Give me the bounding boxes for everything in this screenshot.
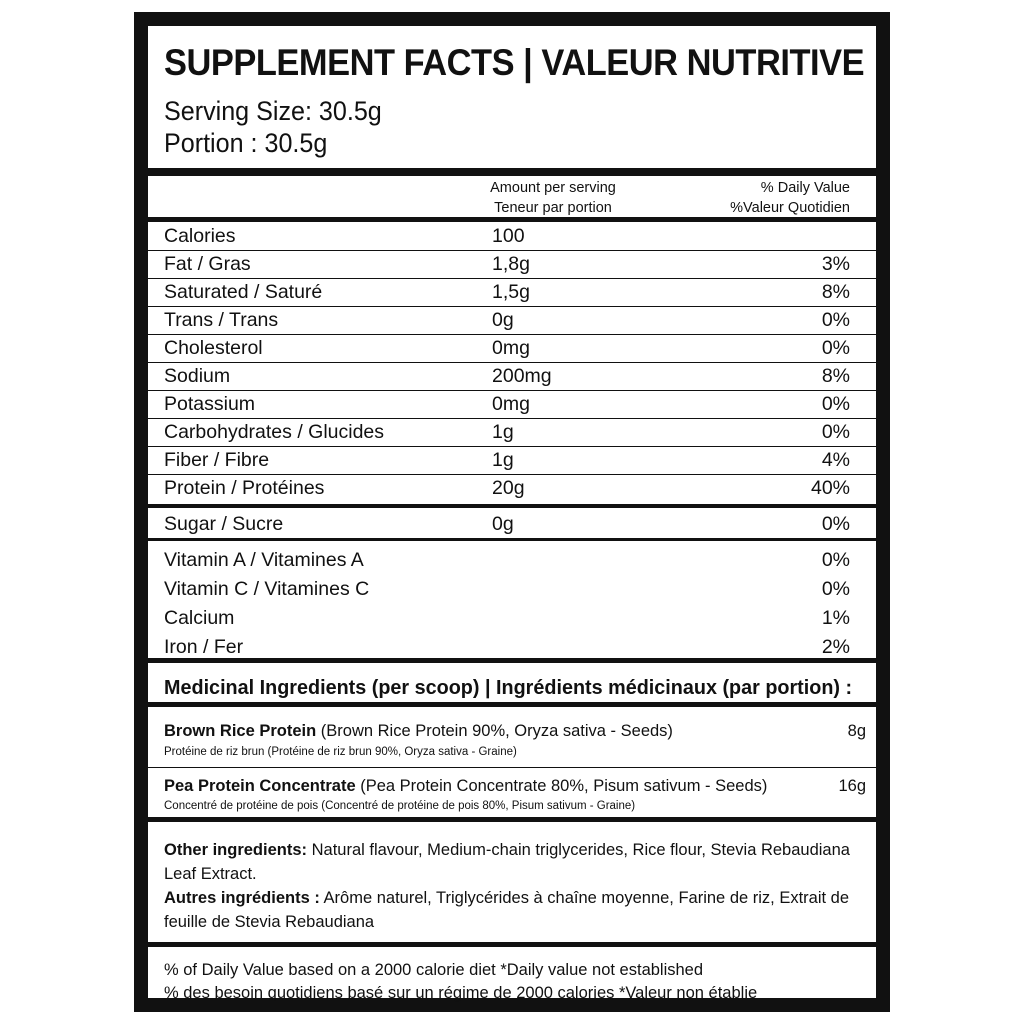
amount-header [403, 178, 703, 218]
other-ingredients-text: Natural flavour, Medium-chain triglycerides, Rice flour, Stevia Rebaudiana Leaf Extract. [164, 841, 850, 883]
ingredient-detail: (Brown Rice Protein 90%, Oryza sativa - Seeds) [316, 722, 673, 740]
medicinal-heading: Medicinal Ingredients (per scoop) | Ingrédients médicinaux (par portion) : [164, 676, 853, 699]
serving-size-en: Serving Size: 30.5g [164, 96, 382, 126]
nutrient-name: Sodium [164, 365, 231, 387]
panel-title: SUPPLEMENT FACTS | VALEUR NUTRITIVE [164, 42, 865, 83]
divider-thick [148, 658, 876, 663]
footnote [164, 959, 757, 1005]
nutrient-row [148, 390, 876, 418]
nutrient-row [148, 222, 876, 250]
vitamin-daily-value: 1% [821, 607, 850, 629]
nutrient-row [148, 278, 876, 306]
nutrient-row [148, 474, 876, 502]
nutrient-amount: 200mg [492, 365, 552, 387]
divider-thick [148, 942, 876, 947]
divider-thick [148, 702, 876, 707]
nutrient-name: Fat / Gras [164, 253, 251, 275]
divider [148, 538, 876, 541]
nutrient-amount: 1g [492, 421, 514, 443]
nutrient-name: Saturated / Saturé [164, 281, 323, 303]
ingredient-french: Protéine de riz brun (Protéine de riz brun 90%, Oryza sativa - Graine) [164, 746, 517, 758]
nutrient-name: Calories [164, 225, 236, 247]
nutrient-row [148, 446, 876, 474]
ingredient-name: Brown Rice Protein [164, 722, 317, 740]
nutrient-daily-value: 0% [821, 337, 850, 359]
daily-value-header [730, 178, 850, 218]
nutrient-amount: 1g [492, 449, 514, 471]
nutrient-daily-value: 0% [821, 309, 850, 331]
nutrient-amount: 0mg [492, 337, 530, 359]
nutrient-row [148, 362, 876, 390]
vitamin-name: Vitamin A / Vitamines A [164, 549, 364, 571]
nutrient-daily-value: 3% [821, 253, 850, 275]
vitamin-row [148, 546, 876, 574]
nutrient-daily-value: 0% [821, 393, 850, 415]
vitamin-row [148, 575, 876, 603]
nutrient-amount: 0g [492, 309, 514, 331]
ingredient-line [164, 777, 767, 796]
ingredient-name: Pea Protein Concentrate [164, 777, 356, 795]
nutrient-row [148, 334, 876, 362]
nutrient-amount: 0g [492, 513, 514, 535]
vitamin-daily-value: 2% [821, 636, 850, 658]
divider-thick [148, 168, 876, 176]
ingredient-amount: 8g [847, 722, 866, 740]
nutrient-row [148, 306, 876, 334]
supplement-facts-panel [134, 12, 890, 1012]
nutrient-name: Fiber / Fibre [164, 449, 270, 471]
nutrient-daily-value: 0% [821, 421, 850, 443]
nutrient-name: Cholesterol [164, 337, 263, 359]
amount-header-fr: Teneur par portion [494, 200, 612, 216]
vitamin-daily-value: 0% [821, 549, 850, 571]
vitamin-row [148, 604, 876, 632]
nutrient-amount: 100 [492, 225, 525, 247]
nutrient-row [148, 418, 876, 446]
footnote-en: % of Daily Value based on a 2000 calorie diet *Daily value not established [164, 961, 704, 979]
nutrient-daily-value: 8% [821, 281, 850, 303]
ingredient-detail: (Pea Protein Concentrate 80%, Pisum sativum - Seeds) [355, 777, 768, 795]
footnote-fr: % des besoin quotidiens basé sur un régime de 2000 calories *Valeur non établie [164, 984, 758, 1002]
nutrient-name: Potassium [164, 393, 256, 415]
other-ingredients-en [164, 838, 864, 886]
other-ingredients-text-fr: Arôme naturel, Triglycérides à chaîne moyenne, Farine de riz, Extrait de feuille de Stevia Rebaudiana [164, 889, 850, 931]
other-ingredients-fr [164, 886, 864, 934]
nutrient-name: Protein / Protéines [164, 477, 325, 499]
ingredient-amount: 16g [838, 777, 866, 795]
vitamin-name: Calcium [164, 607, 235, 629]
sugar-row [148, 508, 876, 538]
vitamin-daily-value: 0% [821, 578, 850, 600]
ingredient-french: Concentré de protéine de pois (Concentré de protéine de pois 80%, Pisum sativum - Graine) [164, 800, 636, 812]
nutrient-daily-value: 8% [821, 365, 850, 387]
nutrient-amount: 0mg [492, 393, 530, 415]
daily-value-header-fr: %Valeur Quotidien [730, 200, 850, 216]
nutrient-daily-value: 40% [810, 477, 850, 499]
vitamin-name: Vitamin C / Vitamines C [164, 578, 370, 600]
divider-thick [148, 817, 876, 822]
nutrient-daily-value: 4% [821, 449, 850, 471]
nutrient-name: Trans / Trans [164, 309, 279, 331]
nutrient-daily-value: 0% [821, 513, 850, 535]
daily-value-header-en: % Daily Value [760, 180, 850, 196]
nutrient-row [148, 250, 876, 278]
vitamin-name: Iron / Fer [164, 636, 244, 658]
nutrient-amount: 20g [492, 477, 525, 499]
divider-thin [148, 767, 876, 768]
ingredient-line [164, 722, 673, 741]
other-ingredients-label: Other ingredients: [164, 841, 308, 859]
nutrient-name: Carbohydrates / Glucides [164, 421, 385, 443]
vitamin-row [148, 633, 876, 661]
nutrient-amount: 1,5g [492, 281, 530, 303]
amount-header-en: Amount per serving [490, 180, 616, 196]
nutrient-amount: 1,8g [492, 253, 530, 275]
nutrient-name: Sugar / Sucre [164, 513, 284, 535]
serving-size-fr: Portion : 30.5g [164, 128, 328, 158]
other-ingredients [164, 838, 864, 934]
other-ingredients-label-fr: Autres ingrédients : [164, 889, 320, 907]
